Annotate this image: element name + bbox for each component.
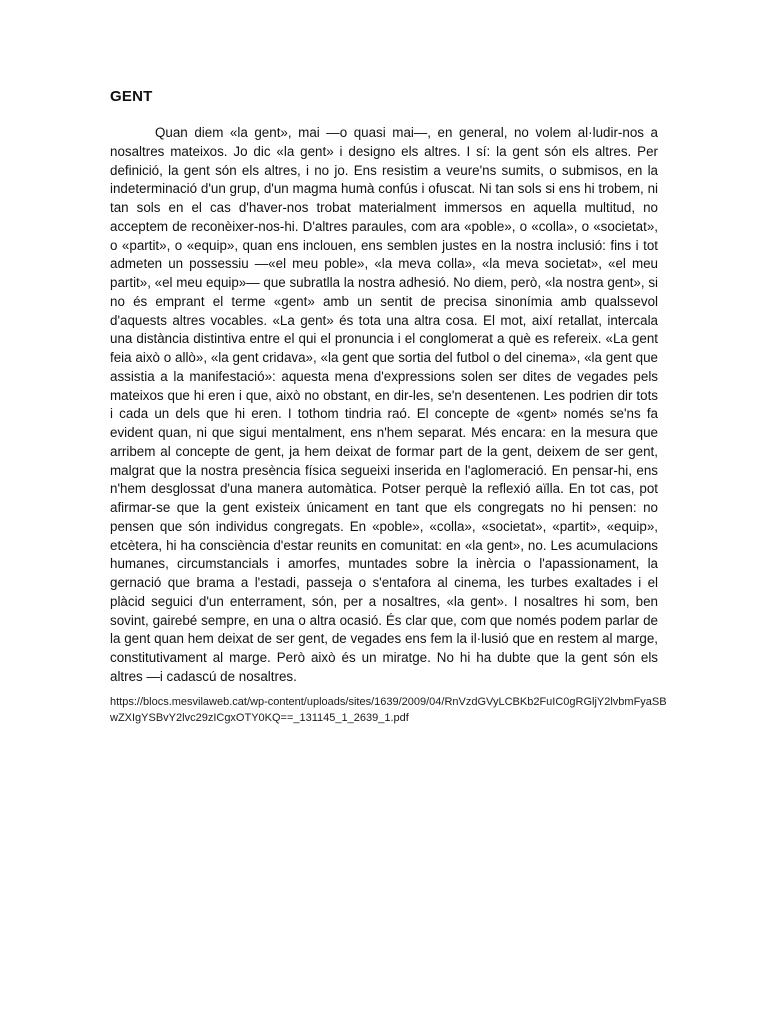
source-url: https://blocs.mesvilaweb.cat/wp-content/uploads/sites/1639/2009/04/RnVzdGVyLCBKb2FuIC0gRGljY2lvbmFyaSBwZXIgYSBvY2lvc29zICgxOTY0KQ==_131145_1_2639_1.pdf <box>110 696 667 724</box>
document-body-paragraph: Quan diem «la gent», mai —o quasi mai—, en general, no volem al·ludir-nos a nosaltres mateixos. Jo dic «la gent» i designo els altres. I sí: la gent són els altres. Per definició, la gent són els altres, i no jo. Ens resistim a veure'ns sumits, o submisos, en la indeterminació d'un grup, d'un magma humà confús i ofuscat. Ni tan sols si ens hi trobem, ni tan sols en el cas d'haver-nos trobat materialment immersos en aquella multitud, no acceptem de reconèixer-nos-hi. D'altres paraules, com ara «poble», o «colla», o «societat», o «partit», o «equip», quan ens inclouen, ens semblen justes en la nostra inclusió: fins i tot admeten un possessiu —«el meu poble», «la meva colla», «la meva societat», «el meu partit», «el meu equip»— que subratlla la nostra adhesió. No diem, però, «la nostra gent», si no és emprant el terme «gent» amb un sentit de precisa sinonímia amb qualssevol d'aquests altres vocables. «La gent» és tota una altra cosa. El mot, així retallat, intercala una distància distintiva entre el qui el pronuncia i el conglomerat a què es refereix. «La gent feia això o allò», «la gent cridava», «la gent que sortia del futbol o del cinema», «la gent que assistia a la manifestació»: aquesta mena d'expressions solen ser dites de vegades pels mateixos que hi eren i que, això no obstant, en dir-les, se'n desentenen. Les podrien dir tots i cada un dels que hi eren. I tothom tindria raó. El concepte de «gent» només se'ns fa evident quan, ni que sigui mentalment, ens n'hem separat. Més encara: en la mesura que arribem al concepte de gent, ja hem deixat de formar part de la gent, deixem de ser gent, malgrat que la nostra presència física segueixi inserida en l'aglomeració. En pensar-hi, ens n'hem desglossat d'una manera automàtica. Potser perquè la reflexió aïlla. En tot cas, pot afirmar-se que la gent existeix únicament en tant que els congregats no hi pensen: no pensen que són individus congregats. En «poble», «colla», «societat», «partit», «equip», etcètera, hi ha consciència d'estar reunits en comunitat: en «la gent», no. Les acumulacions humanes, circumstancials i amorfes, muntades sobre la inèrcia o l'apassionament, la gernació que brama a l'estadi, passeja o s'entafora al cinema, les turbes exaltades i el plàcid seguici d'un enterrament, són, per a nosaltres, «la gent». I nosaltres hi som, ben sovint, gairebé sempre, en una o altra ocasió. És clar que, com que només podem parlar de la gent quan hem deixat de ser gent, de vegades ens fem la il·lusió que en restem al marge, constitutivament al marge. Però això és un miratge. No hi ha dubte que la gent són els altres —i cadascú de nosaltres. <box>110 125 658 684</box>
document-title: GENT <box>110 88 153 105</box>
